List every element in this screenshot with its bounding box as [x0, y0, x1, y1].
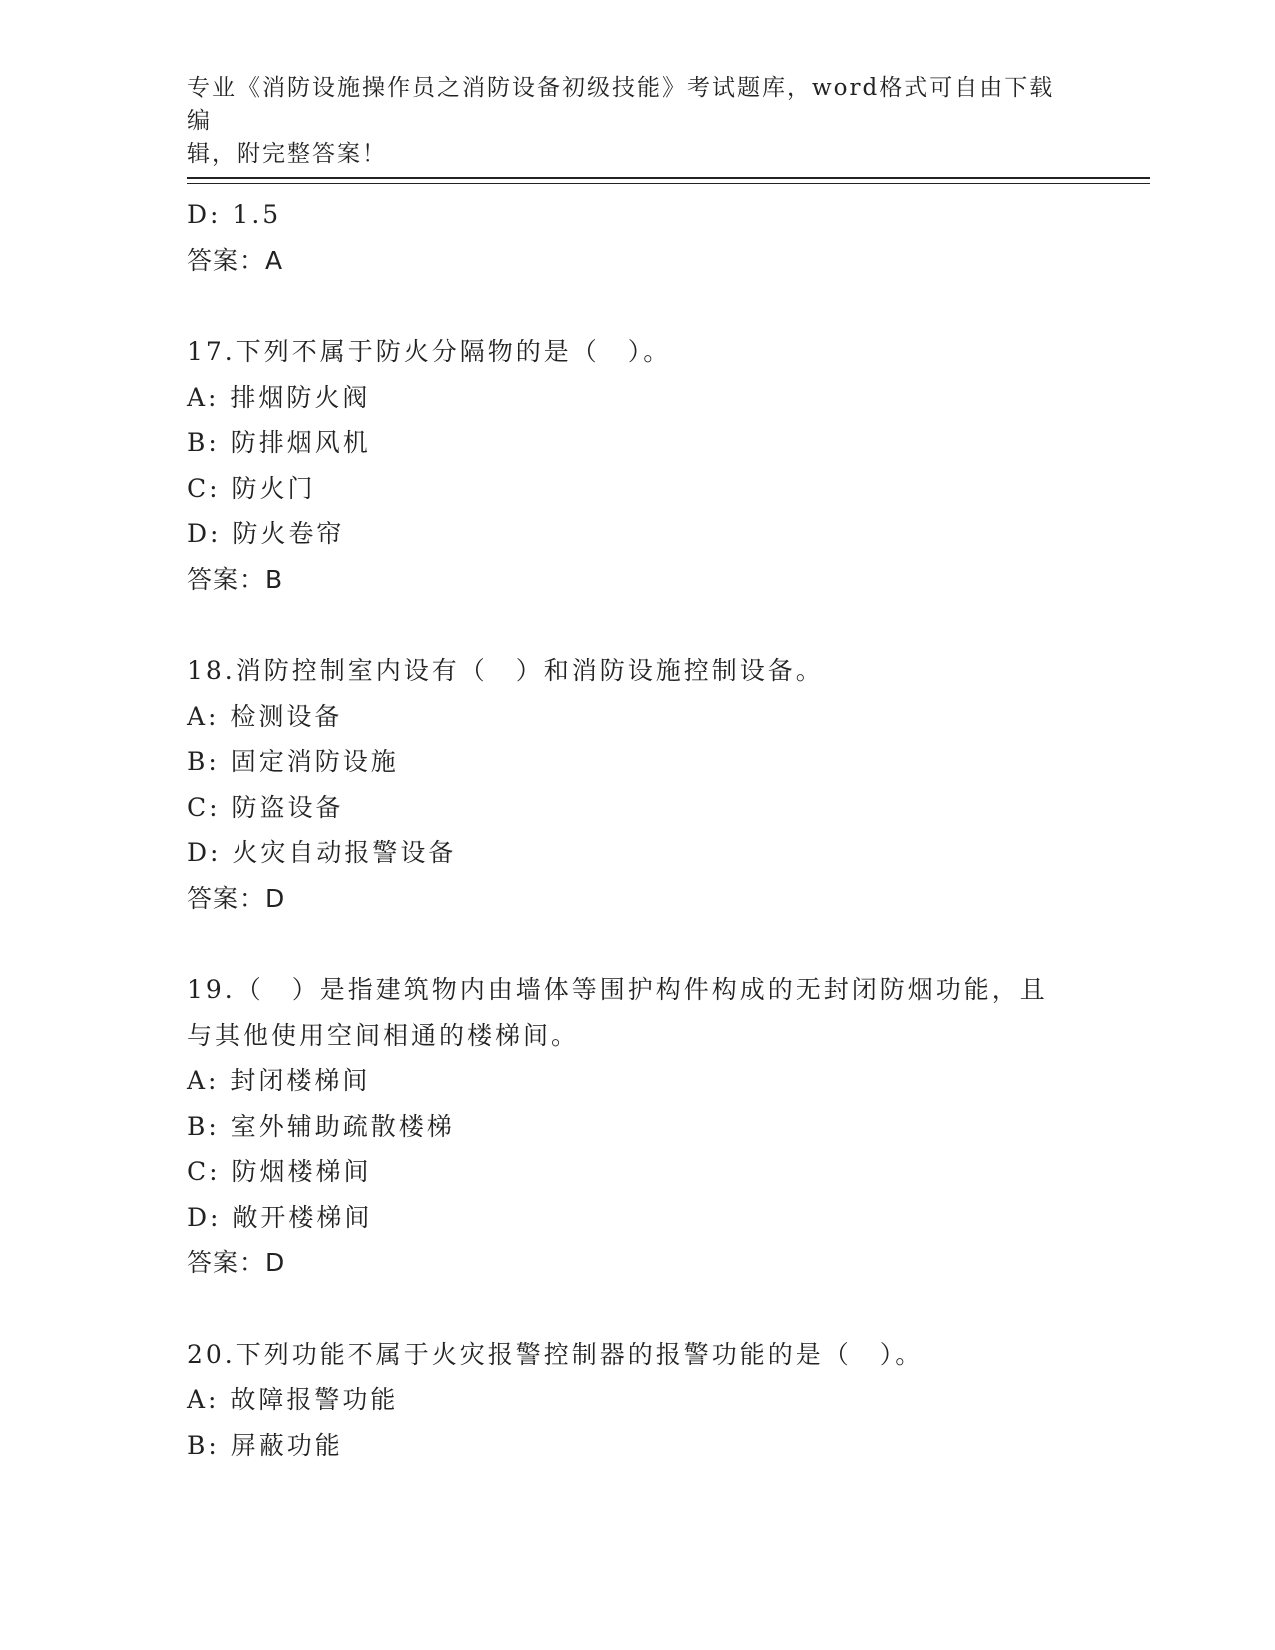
- question-18: [187, 648, 1087, 921]
- answer: 答案：D: [187, 1248, 286, 1277]
- option-c: C: 防盗设备: [187, 792, 344, 822]
- option-b: B: 屏蔽功能: [187, 1430, 343, 1460]
- option-c: C: 防烟楼梯间: [187, 1157, 372, 1186]
- question-number: 19.: [187, 975, 236, 1004]
- option-d: D: 1.5: [187, 200, 282, 229]
- question-text: 17.下列不属于防火分隔物的是（ ）。: [187, 337, 672, 366]
- option-a: A: 排烟防火阀: [187, 382, 371, 412]
- option-a: A: 检测设备: [187, 701, 343, 731]
- document-header: [187, 72, 1067, 171]
- option-a: A: 封闭楼梯间: [187, 1066, 371, 1095]
- answer: 答案：B: [187, 564, 284, 594]
- option-c: C: 防火门: [187, 473, 316, 503]
- header-rule-thin: [187, 183, 1150, 184]
- option-d: D: 防火卷帘: [187, 519, 345, 548]
- header-line-1: 专业《消防设施操作员之消防设备初级技能》考试题库，word格式可自由下载编: [187, 75, 1055, 134]
- option-d: D: 敞开楼梯间: [187, 1202, 373, 1232]
- question-number: 18.: [187, 656, 236, 685]
- answer: 答案：D: [187, 883, 286, 913]
- option-d: D: 火灾自动报警设备: [187, 838, 457, 867]
- option-b: B: 固定消防设施: [187, 747, 399, 776]
- header-line-2: 辑，附完整答案！: [187, 141, 387, 167]
- option-b: B: 室外辅助疏散楼梯: [187, 1111, 455, 1141]
- header-rule-thick: [187, 177, 1150, 179]
- question-content: [187, 192, 1087, 1468]
- question-19: [187, 967, 1087, 1286]
- question-text-continued: 与其他使用空间相通的楼梯间。: [187, 1020, 580, 1050]
- question-20: [187, 1332, 1087, 1469]
- question-text: 19.（ ）是指建筑物内由墙体等围护构件构成的无封闭防烟功能，且: [187, 975, 1048, 1004]
- option-a: A: 故障报警功能: [187, 1385, 399, 1414]
- question-text: 18.消防控制室内设有（ ）和消防设施控制设备。: [187, 656, 824, 685]
- question-number: 20.: [187, 1339, 236, 1369]
- question-17: [187, 329, 1087, 602]
- answer: 答案：A: [187, 245, 284, 275]
- option-b: B: 防排烟风机: [187, 428, 371, 457]
- question-number: 17.: [187, 337, 236, 366]
- question-text: 20.下列功能不属于火灾报警控制器的报警功能的是（ ）。: [187, 1339, 924, 1369]
